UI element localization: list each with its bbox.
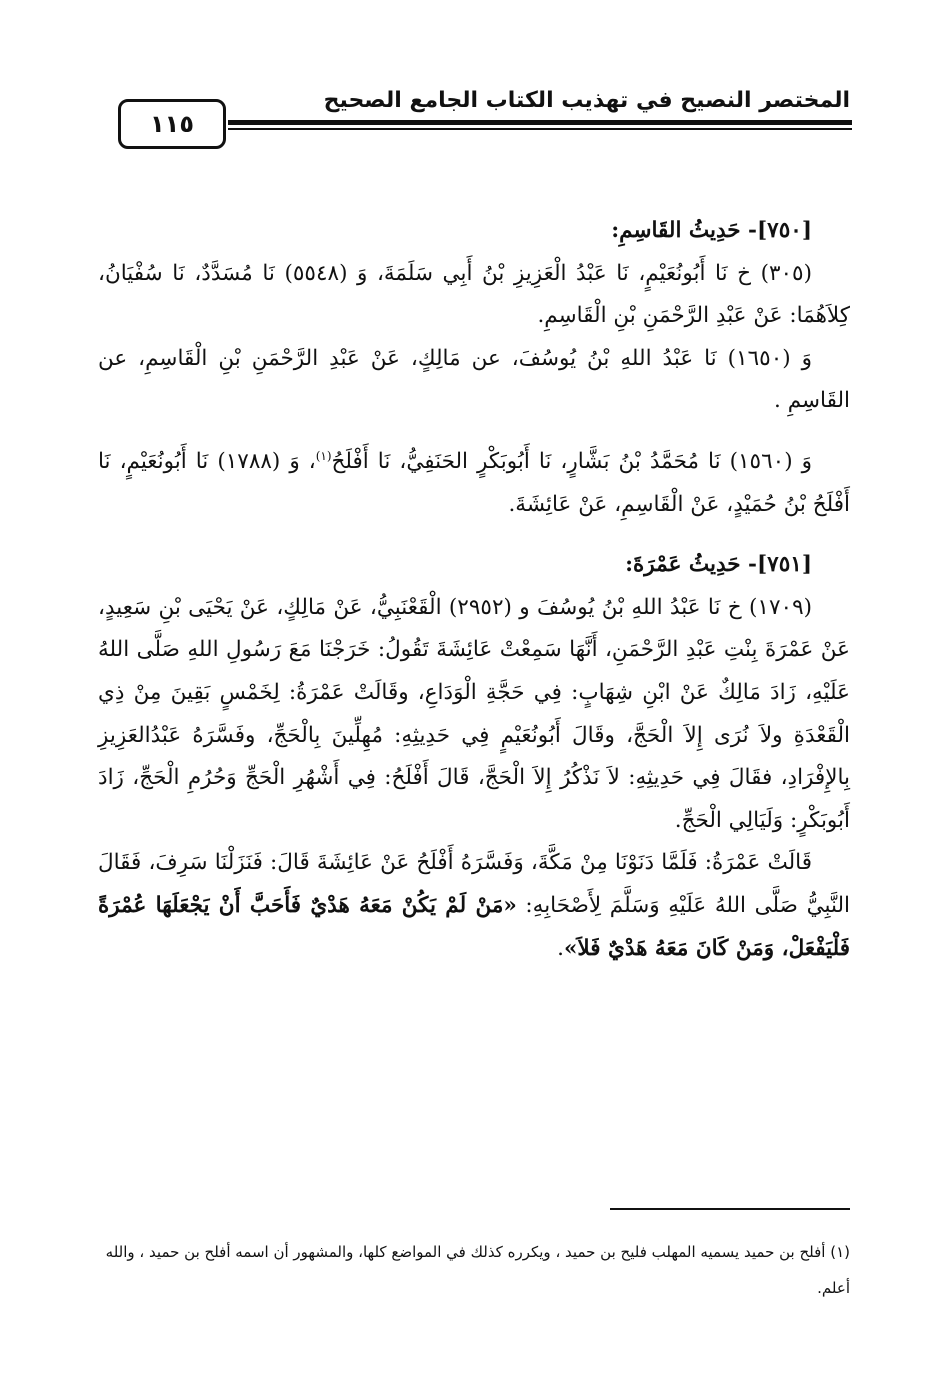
- header-rule-thin: [228, 128, 852, 130]
- section-heading-751: [٧٥١]- حَدِيثُ عَمْرَةَ:: [625, 552, 812, 578]
- footnote: (١) أفلح بن حميد يسميه المهلب فليح بن حميد ، ويكرره كذلك في المواضع كلها، والمشهور أن اسمه أفلح بن حميد ، والله أعلم.: [105, 1243, 850, 1297]
- paragraph: [98, 441, 850, 526]
- paragraph-text: ، وَ (١٧٨٨) نَا أَبُونُعَيْمٍ، نَا أَفْلَحُ بْنُ حُمَيْدٍ، عَنْ الْقَاسِمِ، عَنْ عَائِشَةَ.: [98, 448, 850, 517]
- section-heading-750: [٧٥٠]- حَدِيثُ القَاسِمِ:: [611, 218, 812, 243]
- paragraph: [98, 842, 850, 970]
- hadith-quote: «مَنْ لَمْ يَكُنْ مَعَهُ هَدْيٌ فَأَحَبَّ أَنْ يَجْعَلَهَا عُمْرَةً فَلْيَفْعَلْ، وَمَنْ كَانَ مَعَهُ هَدْيٌ فَلاَ»: [98, 892, 850, 961]
- footnote-separator: [610, 1208, 850, 1210]
- paragraph: (٣٠٥) خ نَا أَبُونُعَيْمٍ، نَا عَبْدُ الْعَزِيزِ بْنُ أَبِي سَلَمَةَ، وَ (٥٥٤٨) نَا مُسَدَّدٌ، نَا سُفْيَانُ، كِلاَهُمَا: عَنْ عَبْدِ الرَّحْمَنِ بْنِ الْقَاسِمِ.: [98, 260, 850, 329]
- paragraph: (١٧٠٩) خ نَا عَبْدُ اللهِ بْنُ يُوسُفَ و (٢٩٥٢) الْقَعْنَبِيُّ، عَنْ مَالِكٍ، عَنْ يَحْيَى بْنِ سَعِيدٍ، عَنْ عَمْرَةَ بِنْتِ عَبْدِ الرَّحْمَنِ، أَنَّهَا سَمِعْتْ عَائِشَةَ تَقُولُ: خَرَجْنَا مَعَ رَسُولِ اللهِ صَلَّى اللهُ عَلَيْهِ، زَادَ مَالِكٌ عَنْ ابْنِ شِهَابٍ: فِي حَجَّةِ الْوَدَاعِ، وقَالَتْ عَمْرَةُ: لِخَمْسٍ بَقِينَ مِنْ ذِي الْقَعْدَةِ ولاَ نُرَى إِلاَ الْحَجَّ، وقَالَ أَبُونُعَيْمٍ فِي حَدِيثِهِ: مُهِلِّينَ بِالْحَجِّ، وفَسَّرَهُ عَبْدُالعَزِيزِ بِالإِفْرَادِ، فقَالَ فِي حَدِيثِهِ: لاَ نَذْكُرُ إِلاَ الْحَجَّ، قَالَ أَفْلَحُ: فِي أَشْهُرِ الْحَجِّ وَحُرُمِ الْحَجِّ، زَادَ أَبُوبَكْرٍ: وَلَيَالِي الْحَجِّ.: [98, 594, 850, 833]
- main-text: [98, 210, 850, 970]
- paragraph-text: .: [557, 935, 564, 961]
- page-number: ١١٥: [150, 110, 194, 138]
- running-header-title: المختصر النصيح في تهذيب الكتاب الجامع الصحيح: [323, 88, 850, 113]
- paragraph-text: قَالَتْ عَمْرَةُ: فَلَمَّا دَنَوْنَا مِنْ مَكَّةَ، وَفَسَّرَهُ أَفْلَحُ عَنْ عَائِشَةَ قَالَ: فَنَزَلْنَا سَرِفَ، فَقَالَ النَّبِيُّ صَلَّى اللهُ عَلَيْهِ وَسَلَّمَ لِأَصْحَابِهِ:: [98, 850, 850, 918]
- footnote-reference: (١): [315, 448, 332, 463]
- page-number-box: [118, 99, 226, 149]
- paragraph-text: وَ (١٥٦٠) نَا مُحَمَّدُ بْنُ بَشَّارٍ، نَا أَبُوبَكْرٍ الحَنَفِيُّ، نَا أَفْلَحُ: [331, 448, 812, 474]
- paragraph: وَ (١٦٥٠) نَا عَبْدُ اللهِ بْنُ يُوسُفَ، عن مَالِكٍ، عَنْ عَبْدِ الرَّحْمَنِ بْنِ الْقَاسِمِ، عن القَاسِمِ .: [98, 345, 850, 414]
- header-rule: [228, 120, 852, 125]
